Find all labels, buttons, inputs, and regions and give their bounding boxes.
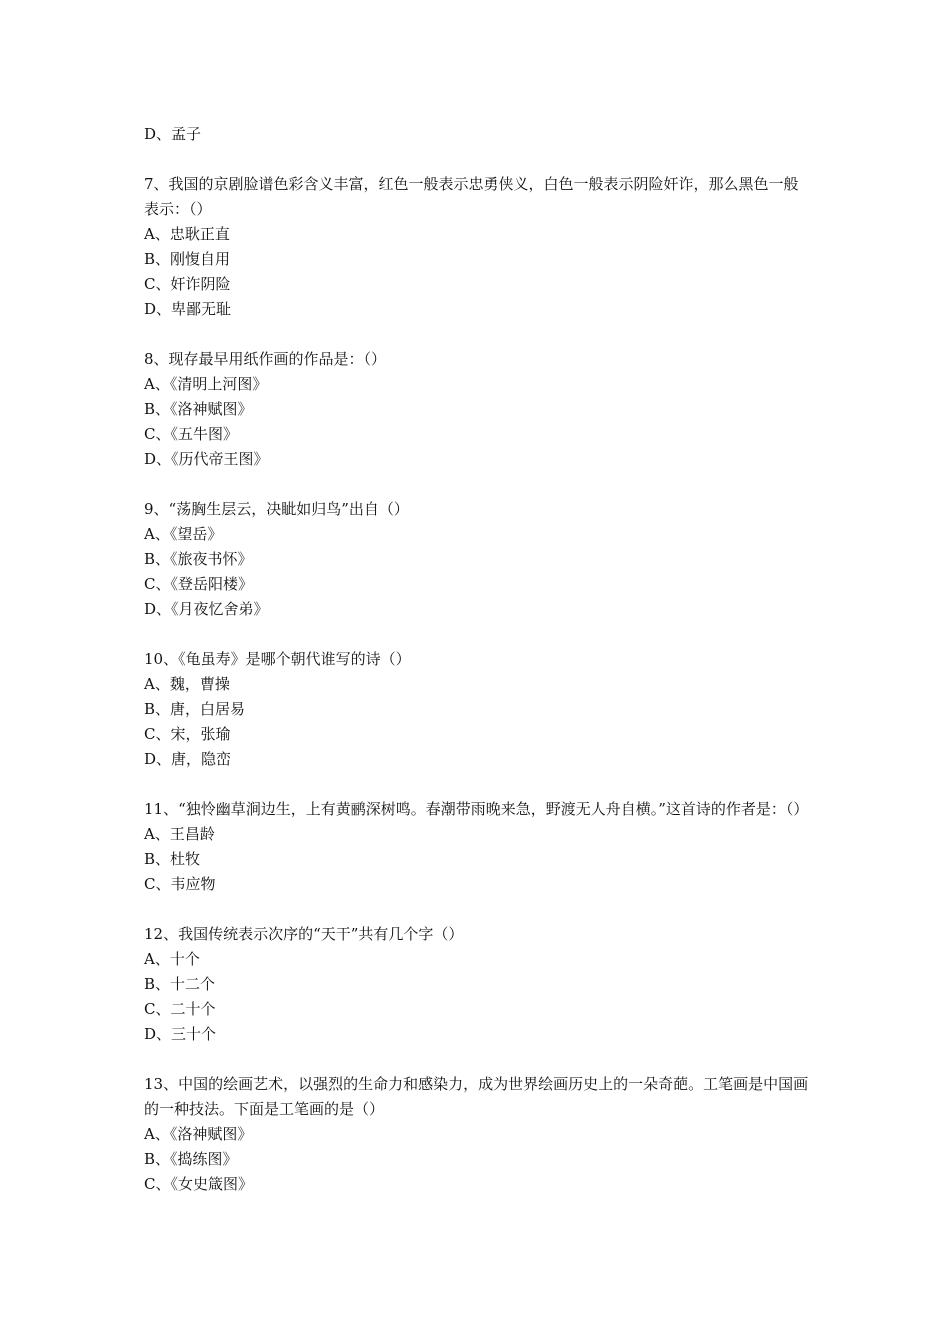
question-stem: 8、现存最早用纸作画的作品是：（） xyxy=(144,350,387,368)
option-a: A、《望岳》 xyxy=(144,525,223,543)
option-a: A、《清明上河图》 xyxy=(144,375,268,393)
option-d: D、《历代帝王图》 xyxy=(144,450,269,468)
option-b: B、《洛神赋图》 xyxy=(144,400,253,418)
question-stem: 7、我国的京剧脸谱色彩含义丰富，红色一般表示忠勇侠义，白色一般表示阴险奸诈，那么黑色一般表示：（） xyxy=(144,175,799,218)
option-c: C、韦应物 xyxy=(144,875,216,893)
question-stem: 11、“独怜幽草涧边生，上有黄鹂深树鸣。春潮带雨晚来急，野渡无人舟自横。”这首诗的作者是：（） xyxy=(144,800,809,818)
option-a: A、忠耿正直 xyxy=(144,225,230,243)
option-d: D、《月夜忆舍弟》 xyxy=(144,600,269,618)
question-8 xyxy=(144,347,812,472)
option-a: A、王昌龄 xyxy=(144,825,215,843)
question-12 xyxy=(144,922,812,1047)
option-c: C、二十个 xyxy=(144,1000,216,1018)
option-d-previous: D、孟子 xyxy=(144,125,202,143)
question-9 xyxy=(144,497,812,622)
option-a: A、十个 xyxy=(144,950,200,968)
option-c: C、《女史箴图》 xyxy=(144,1175,253,1193)
option-d: D、卑鄙无耻 xyxy=(144,300,232,318)
question-13 xyxy=(144,1072,812,1197)
question-stem: 13、中国的绘画艺术，以强烈的生命力和感染力，成为世界绘画历史上的一朵奇葩。工笔画是中国画的一种技法。下面是工笔画的是（） xyxy=(144,1075,809,1118)
option-c: C、宋，张瑜 xyxy=(144,725,231,743)
question-stem: 10、《龟虽寿》是哪个朝代谁写的诗（） xyxy=(144,650,411,668)
question-11 xyxy=(144,797,812,897)
option-c: C、《登岳阳楼》 xyxy=(144,575,253,593)
option-b: B、杜牧 xyxy=(144,850,201,868)
option-d: D、三十个 xyxy=(144,1025,217,1043)
option-b: B、刚愎自用 xyxy=(144,250,231,268)
option-c: C、奸诈阴险 xyxy=(144,275,231,293)
option-a: A、《洛神赋图》 xyxy=(144,1125,253,1143)
option-a: A、魏，曹操 xyxy=(144,675,230,693)
option-b: B、十二个 xyxy=(144,975,216,993)
option-d: D、唐，隐峦 xyxy=(144,750,232,768)
question-list xyxy=(144,122,812,1197)
question-stem: 9、“荡胸生层云，决眦如归鸟”出自（） xyxy=(144,500,409,518)
question-7 xyxy=(144,172,812,322)
option-b: B、唐，白居易 xyxy=(144,700,246,718)
question-stem: 12、我国传统表示次序的“天干”共有几个字（） xyxy=(144,925,464,943)
option-b: B、《捣练图》 xyxy=(144,1150,238,1168)
option-b: B、《旅夜书怀》 xyxy=(144,550,253,568)
option-c: C、《五牛图》 xyxy=(144,425,238,443)
question-10 xyxy=(144,647,812,772)
